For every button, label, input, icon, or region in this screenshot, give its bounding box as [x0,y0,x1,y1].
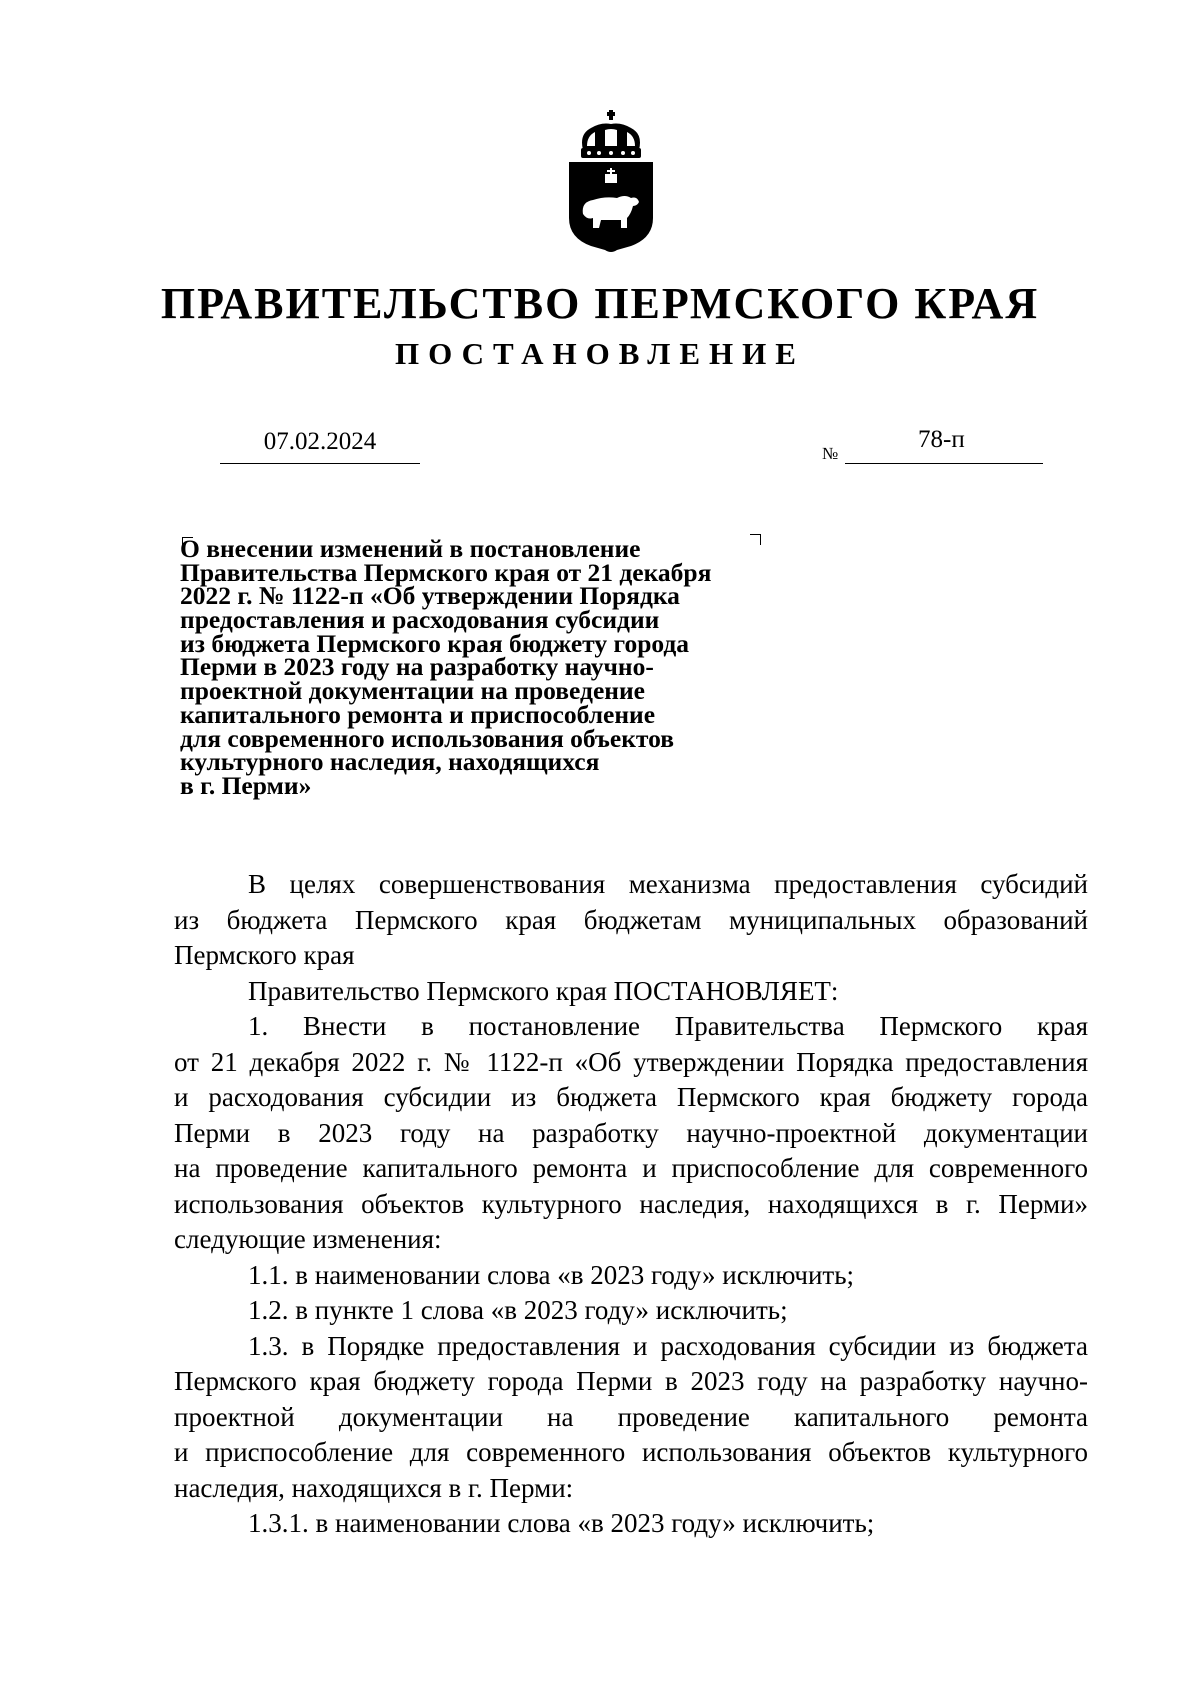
body-line: и расходования субсидии из бюджета Пермского края бюджету города [174,1082,1088,1112]
coat-of-arms-emblem [565,110,657,260]
subject-line: проектной документации на проведение [180,676,645,706]
organization-title: ПРАВИТЕЛЬСТВО ПЕРМСКОГО КРАЯ [160,279,1040,328]
subject-line: из бюджета Пермского края бюджету города [180,628,690,658]
subject-line: в г. Перми» [180,770,312,800]
body-line: и приспособление для современного использования объектов культурного [174,1437,1088,1467]
body-line: на проведение капитального ремонта и приспособление для современного [174,1153,1088,1183]
body-line: использования объектов культурного наследия, находящихся в г. Перми» [174,1188,1088,1219]
document-body [174,867,1088,1542]
document-date: 07.02.2024 [220,428,420,464]
subject-line: 2022 г. № 1122-п «Об утверждении Порядка [180,581,680,611]
subject-line: Правительства Пермского края от 21 декабря [180,557,712,587]
body-line: от 21 декабря 2022 г. № 1122-п «Об утверждении Порядка предоставления [174,1046,1088,1077]
subject-line: культурного наследия, находящихся [180,747,600,777]
body-line: Пермского края [174,940,355,970]
subject-line: О внесении изменений в постановление [180,534,641,563]
document-number-field [845,424,1043,464]
body-line: 1.3.1. в наименовании слова «в 2023 году» исключить; [248,1508,875,1538]
body-line: Правительство Пермского края ПОСТАНОВЛЯЕТ: [248,975,839,1006]
document-type-heading: ПОСТАНОВЛЕНИЕ [395,336,805,371]
subject-line: предоставления и расходования субсидии [180,605,660,635]
body-line: В целях совершенствования механизма предоставления субсидий [248,869,1088,899]
document-subject [180,534,820,800]
number-sign: № [822,444,839,463]
body-line: наследия, находящихся в г. Перми: [174,1472,574,1503]
body-line: проектной документации на проведение капитального ремонта [174,1401,1088,1432]
subject-line: для современного использования объектов [180,723,674,753]
subject-line: капитального ремонта и приспособление [180,699,656,729]
subject-line: Перми в 2023 году на разработку научно- [180,652,654,682]
body-line: из бюджета Пермского края бюджетам муниципальных образований [174,904,1088,935]
body-line: 1.1. в наименовании слова «в 2023 году» исключить; [248,1259,855,1290]
body-line: 1.2. в пункте 1 слова «в 2023 году» исключить; [248,1295,788,1325]
crown-icon [581,110,641,158]
document-number: 78-п [918,426,965,453]
body-line: 1.3. в Порядке предоставления и расходования субсидии из бюджета [248,1330,1088,1361]
body-line: Пермского края бюджету города Перми в 2023 году на разработку научно- [174,1366,1088,1396]
body-line: 1. Внести в постановление Правительства Пермского края [248,1011,1088,1041]
body-line: следующие изменения: [174,1224,442,1254]
body-line: Перми в 2023 году на разработку научно-проектной документации [174,1117,1088,1148]
